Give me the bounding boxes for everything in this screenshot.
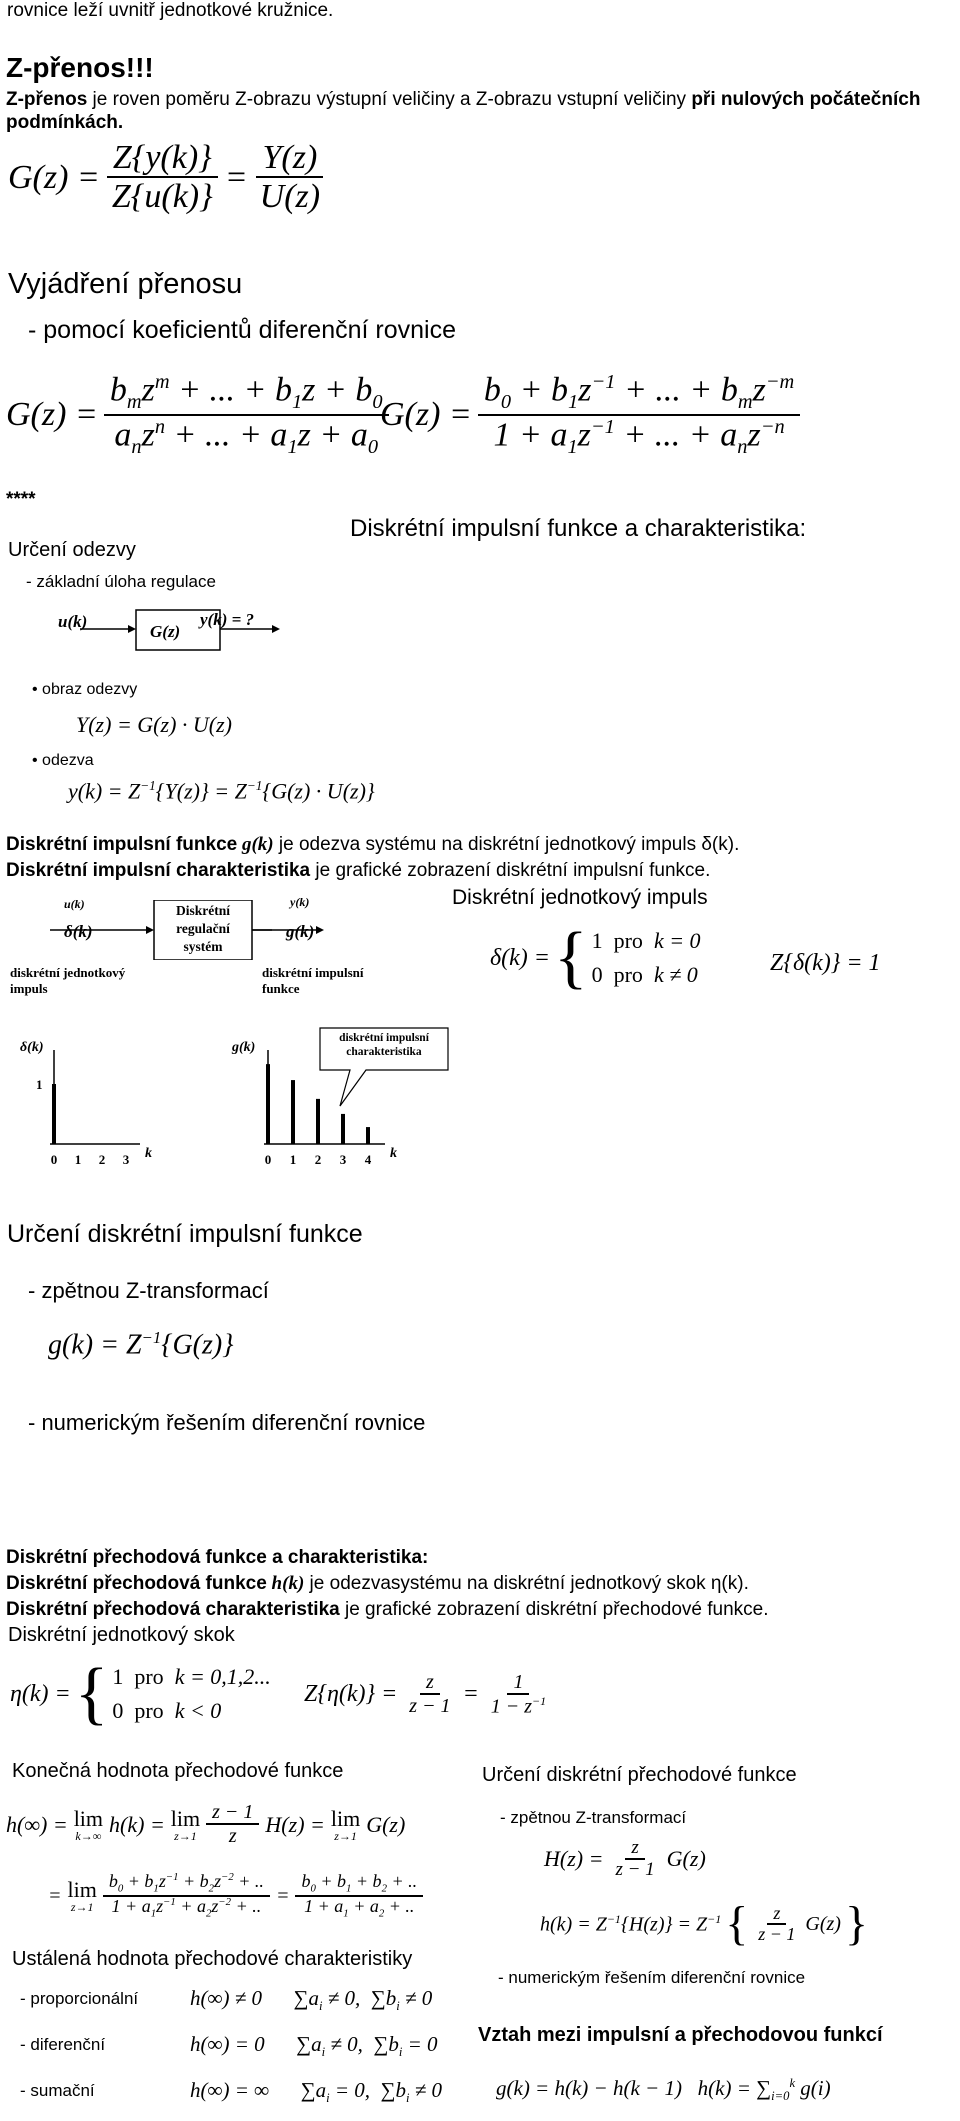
formula-delta-definition: δ(k) = { 1 pro k = 0 0 pro k ≠ 0 bbox=[490, 919, 701, 996]
formula-hz: H(z) = $\frac{z}{z - 1}$ G(z) bbox=[544, 1837, 706, 1880]
zprenos-def-tail: při nulových počátečních podmínkách. bbox=[6, 89, 921, 133]
prechodova-heading: Diskrétní přechodová funkce a charakteristika: bbox=[6, 1547, 429, 1568]
formula-limit-2: = lim z→1 $\frac{b_0 + b_1z^{-1} + b_2z^{-2} + ..}{1 + a_1z^{-1} + a_2z^{-2} + ..}$ = $\frac{b_0 + b_1 + b_2 + ..}{1 + a_1 + a_2 + ..}$ bbox=[48, 1872, 423, 1920]
urceni-imp-method2: - numerickým řešením diferenční rovnice bbox=[28, 1410, 426, 1435]
formula-diferencni: h(∞) = 0 $\sum a_i \ne 0$, $\sum b_i = 0$ bbox=[190, 2032, 438, 2060]
impulsni-def1-rest: je odezva systému na diskrétní jednotkový impuls δ(k). bbox=[273, 834, 740, 855]
impulsni-def1-g: g(k) bbox=[237, 834, 274, 855]
formula-gz-negative-powers: G(z) = $\frac{b_0 + b_1z^{-1} + ... + b_mz^{-m}}{1 + a_1z^{-1} + ... + a_nz^{-n}}$ bbox=[380, 372, 800, 458]
formula-proporcionalni: h(∞) ≠ 0 $\sum a_i \ne 0$, $\sum b_i \ne 0$ bbox=[190, 1986, 433, 2014]
diagram2-out-g: g(k) bbox=[286, 922, 315, 941]
impulsni-def2-term: Diskrétní impulsní charakteristika bbox=[6, 860, 311, 881]
prechodova-def1-term: Diskrétní přechodová funkce bbox=[6, 1573, 267, 1594]
separator-stars: **** bbox=[6, 489, 36, 510]
impulsni-heading-colon: : bbox=[799, 515, 807, 542]
intro-line: rovnice leží uvnitř jednotkové kružnice. bbox=[7, 0, 334, 21]
ustalena-title: Ustálená hodnota přechodové charakteristiky bbox=[12, 1948, 413, 1970]
diagram2-block-label bbox=[154, 902, 252, 957]
diagram2-in-caption-2: impuls bbox=[10, 981, 48, 997]
diferencni-label: - diferenční bbox=[20, 2035, 106, 2054]
formula-z-eta: Z{η(k)} = $\frac{z}{z - 1}$ = $\frac{1}{1 - z^{-1}}$ bbox=[304, 1671, 547, 1718]
g-tick-2: 2 bbox=[314, 1152, 322, 1167]
impulsni-def2-rest: je grafické zobrazení diskrétní impulsní funkce. bbox=[310, 860, 711, 881]
g-ticks bbox=[265, 1152, 372, 1167]
obraz-odezvy-label: • obraz odezvy bbox=[32, 681, 138, 698]
impulsni-heading bbox=[350, 515, 806, 543]
block-label-gz: G(z) bbox=[150, 622, 181, 641]
diagram2-out-top: y(k) bbox=[290, 895, 310, 909]
formula-vztah: g(k) = h(k) − h(k − 1) $h(k) = \sum_{i=0}^k$ g(i) bbox=[496, 2076, 831, 2104]
formula-gz-definition: G(z) = $\frac{Z\{y(k)\}}{Z\{u(k)\}}$ = $\frac{Y(z)}{U(z)}$ bbox=[8, 140, 326, 215]
g-tick-3: 3 bbox=[339, 1152, 347, 1167]
odezva-label: • odezva bbox=[32, 752, 94, 769]
plot-delta-k-label: k bbox=[145, 1146, 152, 1161]
formula-limit-1: h(∞) = lim k→∞ h(k) = lim z→1 $\frac{z - 1}{z}$ H(z) = lim z→1 G(z) bbox=[6, 1801, 406, 1847]
zprenos-term: Z-přenos bbox=[6, 89, 88, 110]
formula-z-delta: Z{δ(k)} = 1 bbox=[770, 950, 881, 976]
plot-g-k-label: k bbox=[390, 1146, 397, 1161]
diagram2-block-3: systém bbox=[183, 939, 223, 955]
g-tick-0: 0 bbox=[264, 1152, 272, 1167]
delta-tick-0: 0 bbox=[50, 1152, 58, 1167]
diagram2-out-caption-2: funkce bbox=[262, 981, 300, 997]
urceni-odezvy-title: Určení odezvy bbox=[8, 539, 136, 561]
konecna-title: Konečná hodnota přechodové funkce bbox=[12, 1760, 344, 1782]
impulsni-def2 bbox=[6, 860, 956, 882]
proporcionalni-label: - proporcionální bbox=[20, 1989, 139, 2008]
plot-delta-label: δ(k) bbox=[20, 1040, 44, 1055]
unit-impulse-title: Diskrétní jednotkový impuls bbox=[452, 886, 708, 909]
impulsni-def1 bbox=[6, 834, 956, 856]
prechodova-def2 bbox=[6, 1599, 956, 1621]
sumacni-label: - sumační bbox=[20, 2081, 95, 2100]
formula-sumacni: h(∞) = ∞ $\sum a_i = 0$, $\sum b_i \ne 0$ bbox=[190, 2078, 443, 2106]
formula-hk-inverse: $h(k) = Z^{-1}\{H(z)\} = Z^{-1}$ { $\frac{z}{z - 1}$ G(z) } bbox=[540, 1897, 869, 1951]
skok-title: Diskrétní jednotkový skok bbox=[8, 1624, 235, 1646]
diagram2-in-caption-1: diskrétní jednotkový bbox=[10, 965, 126, 980]
zakladni-uloha: - základní úloha regulace bbox=[26, 572, 216, 591]
zprenos-definition bbox=[6, 89, 956, 135]
input-label-uk: u(k) bbox=[58, 612, 88, 631]
callout-text bbox=[320, 1031, 448, 1060]
delta-tick-1: 1 bbox=[74, 1152, 82, 1167]
formula-eta-definition: η(k) = { 1 pro k = 0,1,2... 0 pro k < 0 bbox=[10, 1655, 271, 1732]
zpetnou-label: - zpětnou Z-transformací bbox=[500, 1808, 687, 1827]
formula-odezva: $y(k) = Z^{-1}\{Y(z)\} = Z^{-1}\{G(z) \cdot U(z)\}$ bbox=[68, 778, 375, 804]
prechodova-def1-rest: je odezvasystému na diskrétní jednotkový skok η(k). bbox=[304, 1573, 749, 1594]
formula-gz-positive-powers: G(z) = $\frac{b_mz^m + ... + b_1z + b_0}{a_nz^n + ... + a_1z + a_0}$ bbox=[6, 372, 389, 458]
prechodova-def1 bbox=[6, 1573, 956, 1595]
callout-text-1: diskrétní impulsní bbox=[339, 1032, 429, 1044]
prechodova-def1-h: h(k) bbox=[266, 1573, 305, 1594]
plot-g-label: g(k) bbox=[232, 1040, 256, 1055]
delta-ticks bbox=[51, 1152, 130, 1167]
plot-one-label: 1 bbox=[36, 1077, 43, 1092]
delta-tick-2: 2 bbox=[98, 1152, 106, 1167]
diagram2-out-caption-1: diskrétní impulsní bbox=[262, 965, 364, 980]
prechodova-def2-term: Diskrétní přechodová charakteristika bbox=[6, 1599, 340, 1620]
output-label-yk: y(k) = ? bbox=[200, 610, 255, 629]
g-tick-4: 4 bbox=[364, 1152, 372, 1167]
diagram2-in-top: u(k) bbox=[64, 897, 85, 911]
vyjadreni-title: Vyjádření přenosu bbox=[8, 268, 243, 300]
impulsni-heading-text: Diskrétní impulsní funkce a charakteristika bbox=[350, 515, 800, 542]
g-tick-1: 1 bbox=[289, 1152, 297, 1167]
formula-g-inverse: $g(k) = Z^{-1}\{G(z)\}$ bbox=[48, 1328, 234, 1361]
diagram2-in-caption bbox=[10, 965, 125, 998]
urceni-prech-title: Určení diskrétní přechodové funkce bbox=[482, 1764, 797, 1786]
urceni-imp-title: Určení diskrétní impulsní funkce bbox=[7, 1220, 363, 1248]
diagram2-block-2: regulační bbox=[176, 921, 230, 937]
vztah-title: Vztah mezi impulsní a přechodovou funkcí bbox=[478, 2024, 883, 2046]
impulsni-def1-term: Diskrétní impulsní funkce bbox=[6, 834, 238, 855]
formula-obraz-odezvy: Y(z) = G(z) · U(z) bbox=[76, 712, 232, 737]
diagram2-block-1: Diskrétní bbox=[176, 903, 230, 918]
vyjadreni-subtitle: - pomocí koeficientů diferenční rovnice bbox=[28, 316, 456, 344]
prechodova-def2-rest: je grafické zobrazení diskrétní přechodové funkce. bbox=[339, 1599, 769, 1620]
urceni-imp-method1: - zpětnou Z-transformací bbox=[28, 1278, 269, 1303]
callout-text-2: charakteristika bbox=[346, 1046, 422, 1059]
diagram2-in-delta: δ(k) bbox=[64, 922, 93, 941]
numerickym-label: - numerickým řešením diferenční rovnice bbox=[498, 1968, 806, 1987]
zprenos-def-mid: je roven poměru Z-obrazu výstupní veličiny a Z-obrazu vstupní veličiny bbox=[87, 89, 692, 110]
zprenos-heading: Z-přenos!!! bbox=[6, 52, 154, 83]
diagram2-out-caption bbox=[262, 965, 364, 998]
delta-tick-3: 3 bbox=[122, 1152, 130, 1167]
